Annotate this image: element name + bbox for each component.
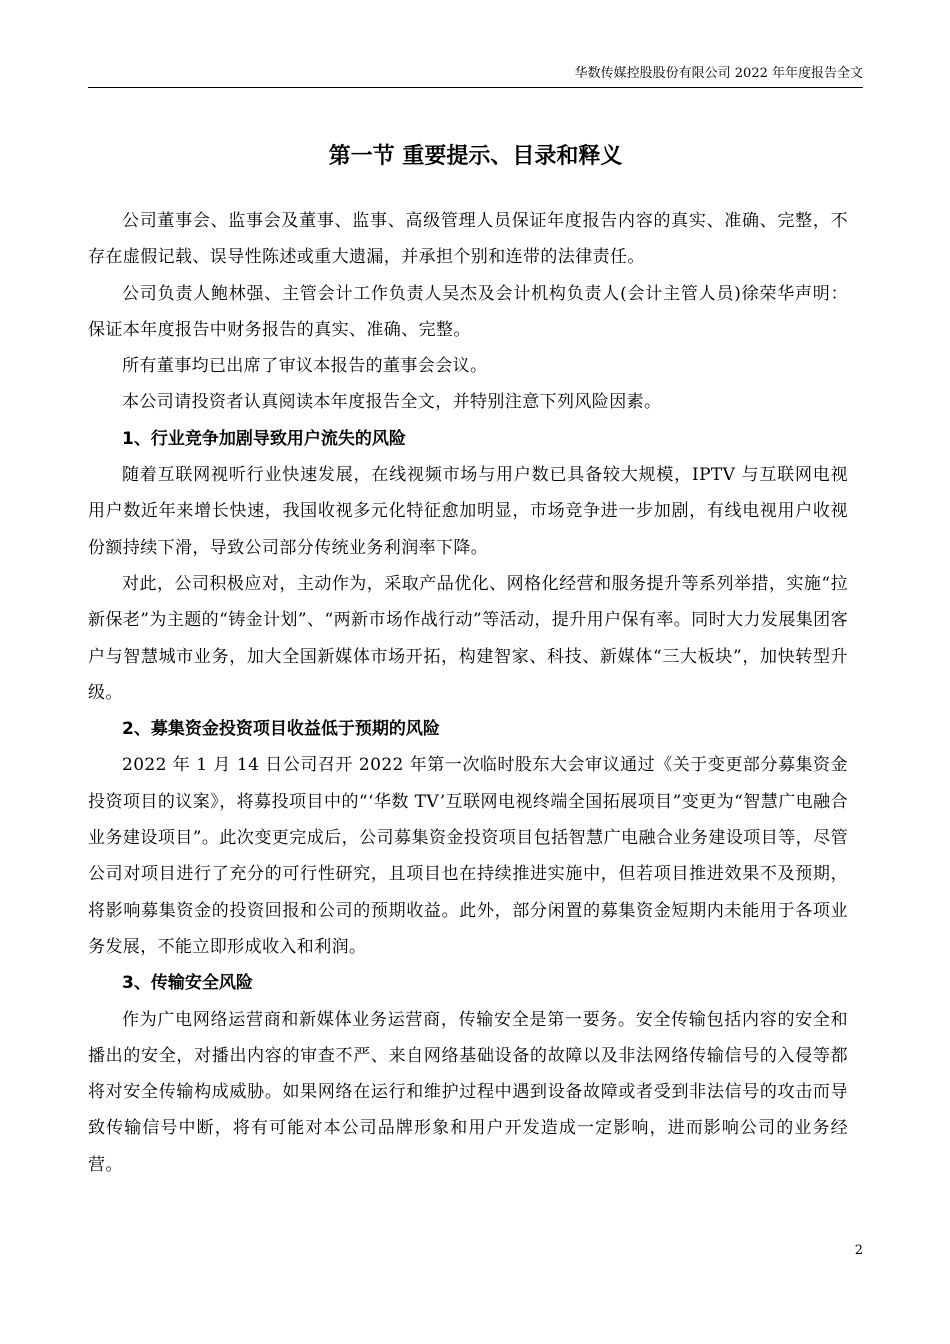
paragraph-attendance: 所有董事均已出席了审议本报告的董事会会议。 [122,356,488,377]
section-title: 第一节 重要提示、目录和释义 [328,144,623,169]
risk-paragraph: 作为广电网络运营商和新媒体业务运营商，传输安全是第一要务。安全传输包括内容的安全和播出的安全，对播出内容的审查不严、来自网络基础设备的故障以及非法网络传输信号的入侵等都将对安全传输构成威胁。如果网络在运行和维护过程中遇到设备故障或者受到非法信号的攻击而导致传输信号中断，将有可能对本公司品牌形象和用户开发造成一定影响，进而影响公司的业务经营。 [88,1009,848,1175]
risk-paragraph: 对此，公司积极应对，主动作为，采取产品优化、网格化经营和服务提升等系列举措，实施“拉新保老”为主题的“铸金计划”、“两新市场作战行动”等活动，提升用户保有率。同时大力发展集团客户与智慧城市业务，加大全国新媒体市场开拓，构建智家、科技、新媒体“三大板块”，加快转型升级。 [88,573,848,703]
risk-heading-transmission: 3、传输安全风险 [122,973,253,994]
document-body [88,203,848,1183]
header-divider [88,87,863,88]
risk-heading-competition: 1、行业竞争加剧导致用户流失的风险 [122,428,406,449]
risk-paragraph: 随着互联网视听行业快速发展，在线视频市场与用户数已具备较大规模，IPTV 与互联网电视用户数近年来增长快速，我国收视多元化特征愈加明显，市场竞争进一步加剧，有线电视用户收视份额持续下滑，导致公司部分传统业务利润率下降。 [88,465,848,558]
paragraph-risk-notice: 本公司请投资者认真阅读本年度报告全文，并特别注意下列风险因素。 [122,392,662,413]
risk-paragraph: 2022 年 1 月 14 日公司召开 2022 年第一次临时股东大会审议通过《关于变更部分募集资金投资项目的议案》，将募投项目中的“‘华数 TV’互联网电视终端全国拓展项目”变更为“智慧广电融合业务建设项目”。此次变更完成后，公司募集资金投资项目包括智慧广电融合业务建设项目等，尽管公司对项目进行了充分的可行性研究，且项目也在持续推进实施中，但若项目推进效果不及预期，将影响募集资金的投资回报和公司的预期收益。此外，部分闲置的募集资金短期内未能用于各项业务发展，不能立即形成收入和利润。 [88,755,848,957]
paragraph-declaration: 公司负责人鲍林强、主管会计工作负责人吴杰及会计机构负责人(会计主管人员)徐荣华声明：保证本年度报告中财务报告的真实、准确、完整。 [88,283,848,340]
page-number: 2 [854,1243,863,1258]
running-header: 华数传媒控股股份有限公司 2022 年年度报告全文 [574,66,863,81]
risk-heading-fundraising: 2、募集资金投资项目收益低于预期的风险 [122,719,440,740]
paragraph-responsibility: 公司董事会、监事会及董事、监事、高级管理人员保证年度报告内容的真实、准确、完整，不存在虚假记载、误导性陈述或重大遗漏，并承担个别和连带的法律责任。 [88,211,848,268]
